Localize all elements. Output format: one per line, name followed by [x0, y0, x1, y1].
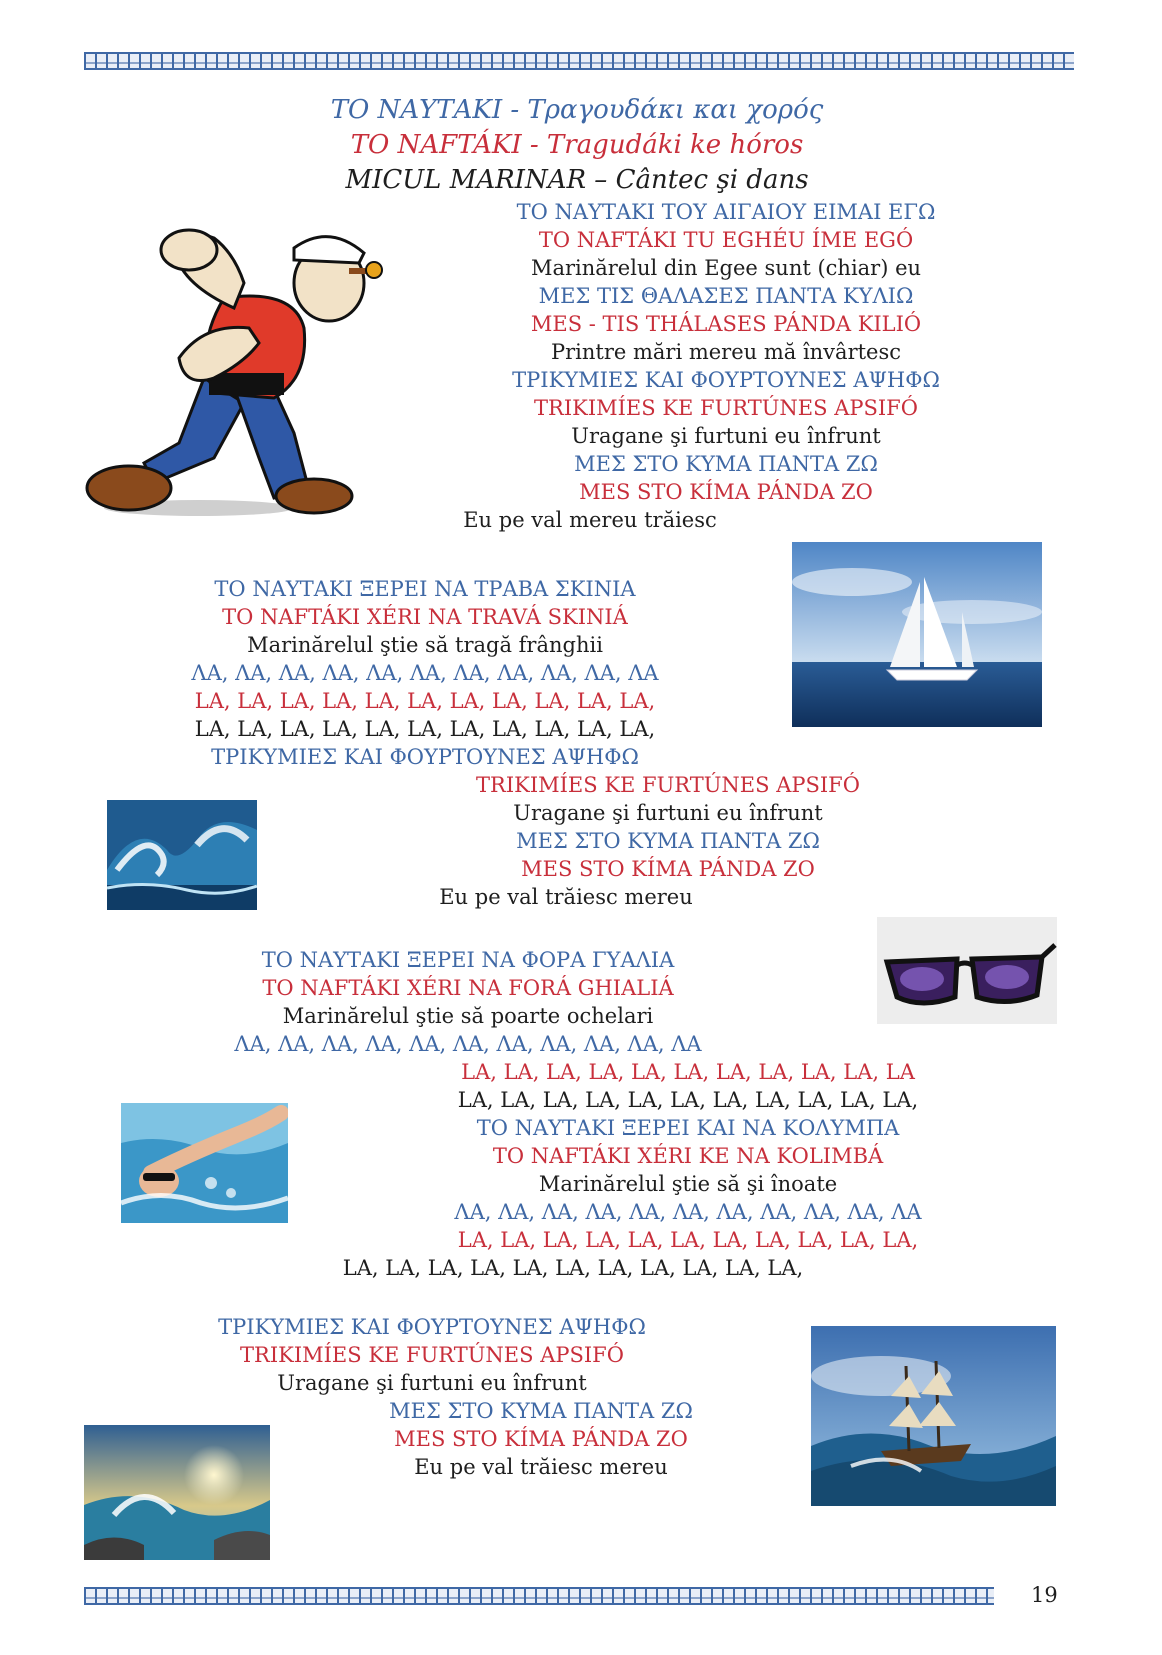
stanza4-line-1: ΤΡΙΚΥΜΙΕΣ ΚΑΙ ΦΟΥΡΤΟΥΝΕΣ ΑΨΗΦΩ [218, 1315, 646, 1339]
stanza4-line-4: ΜΕΣ ΣΤΟ ΚΥΜΑ ΠΑΝΤΑ ΖΩ [389, 1399, 693, 1423]
stanza3-line-3: Marinărelul ştie să poarte ochelari [282, 1004, 654, 1028]
stanza1-line-9: Uragane şi furtuni eu înfrunt [571, 424, 881, 448]
stanza1-line-12: Eu pe val mereu trăiesc [463, 508, 717, 532]
stanza1-line-7: ΤΡΙΚΥΜΙΕΣ ΚΑΙ ΦΟΥΡΤΟΥΝΕΣ ΑΨΗΦΩ [512, 368, 940, 392]
stanza4-line-6: Eu pe val trăiesc mereu [414, 1455, 668, 1479]
sunglasses-photo [877, 917, 1057, 1024]
stanza1-line-3: Marinărelul din Egee sunt (chiar) eu [530, 256, 922, 280]
title-greek: ΤΟ ΝΑΥΤΑΚΙ - Τραγουδάκι και χορός [330, 95, 824, 125]
stanza2-line-9: Uragane şi furtuni eu înfrunt [513, 801, 823, 825]
stanza1-line-6: Printre mări mereu mă învârtesc [550, 340, 902, 364]
stanza1-line-1: ΤΟ ΝΑΥΤΑΚΙ ΤΟΥ ΑΙΓΑΙΟΥ ΕΙΜΑΙ ΕΓΩ [516, 200, 936, 224]
tall-ship-storm-painting [811, 1326, 1056, 1506]
stanza1-line-4: ΜΕΣ ΤΙΣ ΘΑΛΑΣΕΣ ΠΑΝΤΑ ΚΥΛΙΩ [538, 284, 914, 308]
stanza3-line-5: LA, LA, LA, LA, LA, LA, LA, LA, LA, LA, LA [461, 1060, 915, 1084]
stanza3-line-10: ΛΑ, ΛΑ, ΛΑ, ΛΑ, ΛΑ, ΛΑ, ΛΑ, ΛΑ, ΛΑ, ΛΑ, ΛΑ [454, 1200, 922, 1224]
stanza3-line-8: TO NAFTÁKI XÉRI KE NA KOLIMBÁ [492, 1144, 884, 1168]
stanza3-line-9: Marinărelul ştie să şi înoate [538, 1172, 838, 1196]
title-transliteration: TO NAFTÁKI - Tragudáki ke hóros [350, 130, 804, 160]
stanza3-line-12: LA, LA, LA, LA, LA, LA, LA, LA, LA, LA, LA, [342, 1256, 804, 1280]
stanza2-line-10: ΜΕΣ ΣΤΟ ΚΥΜΑ ΠΑΝΤΑ ΖΩ [516, 829, 820, 853]
wave-photo [107, 800, 257, 910]
stanza3-line-4: ΛΑ, ΛΑ, ΛΑ, ΛΑ, ΛΑ, ΛΑ, ΛΑ, ΛΑ, ΛΑ, ΛΑ, ΛΑ [234, 1032, 702, 1056]
stanza2-line-3: Marinărelul ştie să tragă frânghii [247, 633, 603, 657]
sailboat-photo [792, 542, 1042, 727]
stanza2-line-5: LA, LA, LA, LA, LA, LA, LA, LA, LA, LA, LA, [194, 689, 656, 713]
stanza3-line-7: ΤΟ ΝΑΥΤΑΚΙ ΞΕΡΕΙ ΚΑΙ ΝΑ ΚΟΛΥΜΠΑ [476, 1116, 900, 1140]
stanza1-line-11: MES STO KÍMA PÁNDA ZO [579, 480, 873, 504]
swimmer-photo [121, 1103, 288, 1223]
stanza1-line-8: TRIKIMÍES KE FURTÚNES APSIFÓ [534, 396, 918, 420]
stanza2-line-1: ΤΟ ΝΑΥΤΑΚΙ ΞΕΡΕΙ ΝΑ ΤΡΑΒΑ ΣΚΙΝΙΑ [214, 577, 636, 601]
popeye-illustration [84, 228, 384, 518]
stanza4-line-2: TRIKIMÍES KE FURTÚNES APSIFÓ [240, 1343, 624, 1367]
stanza1-line-2: TO NAFTÁKI TU EGHÉU ÍME EGÓ [538, 228, 914, 252]
stanza2-line-11: MES STO KÍMA PÁNDA ZO [521, 857, 815, 881]
stanza2-line-6: LA, LA, LA, LA, LA, LA, LA, LA, LA, LA, LA, [194, 717, 656, 741]
stanza4-line-5: MES STO KÍMA PÁNDA ZO [394, 1427, 688, 1451]
stanza3-line-6: LA, LA, LA, LA, LA, LA, LA, LA, LA, LA, LA, [457, 1088, 919, 1112]
stanza2-line-12: Eu pe val trăiesc mereu [439, 885, 693, 909]
stanza3-line-1: ΤΟ ΝΑΥΤΑΚΙ ΞΕΡΕΙ ΝΑ ΦΟΡΑ ΓΥΑΛΙΑ [261, 948, 675, 972]
page-number: 19 [1031, 1583, 1058, 1607]
stanza4-line-3: Uragane şi furtuni eu înfrunt [277, 1371, 587, 1395]
stanza3-line-2: TO NAFTÁKI XÉRI NA FORÁ GHIALIÁ [262, 976, 674, 1000]
stanza1-line-10: ΜΕΣ ΣΤΟ ΚΥΜΑ ΠΑΝΤΑ ΖΩ [574, 452, 878, 476]
stanza3-line-11: LA, LA, LA, LA, LA, LA, LA, LA, LA, LA, LA, [457, 1228, 919, 1252]
title-romanian: MICUL MARINAR – Cântec şi dans [345, 165, 809, 195]
top-meander-border [84, 52, 1074, 70]
stanza2-line-7: ΤΡΙΚΥΜΙΕΣ ΚΑΙ ΦΟΥΡΤΟΥΝΕΣ ΑΨΗΦΩ [211, 745, 639, 769]
stanza2-line-2: TO NAFTÁKI XÉRI NA TRAVÁ SKINIÁ [222, 605, 628, 629]
stanza2-line-8: TRIKIMÍES KE FURTÚNES APSIFÓ [476, 773, 860, 797]
stanza1-line-5: MES - TIS THÁLASES PÁNDA KILIÓ [530, 312, 922, 336]
sunset-waves-painting [84, 1425, 270, 1560]
stanza2-line-4: ΛΑ, ΛΑ, ΛΑ, ΛΑ, ΛΑ, ΛΑ, ΛΑ, ΛΑ, ΛΑ, ΛΑ, ΛΑ [191, 661, 659, 685]
bottom-meander-border [84, 1587, 994, 1605]
